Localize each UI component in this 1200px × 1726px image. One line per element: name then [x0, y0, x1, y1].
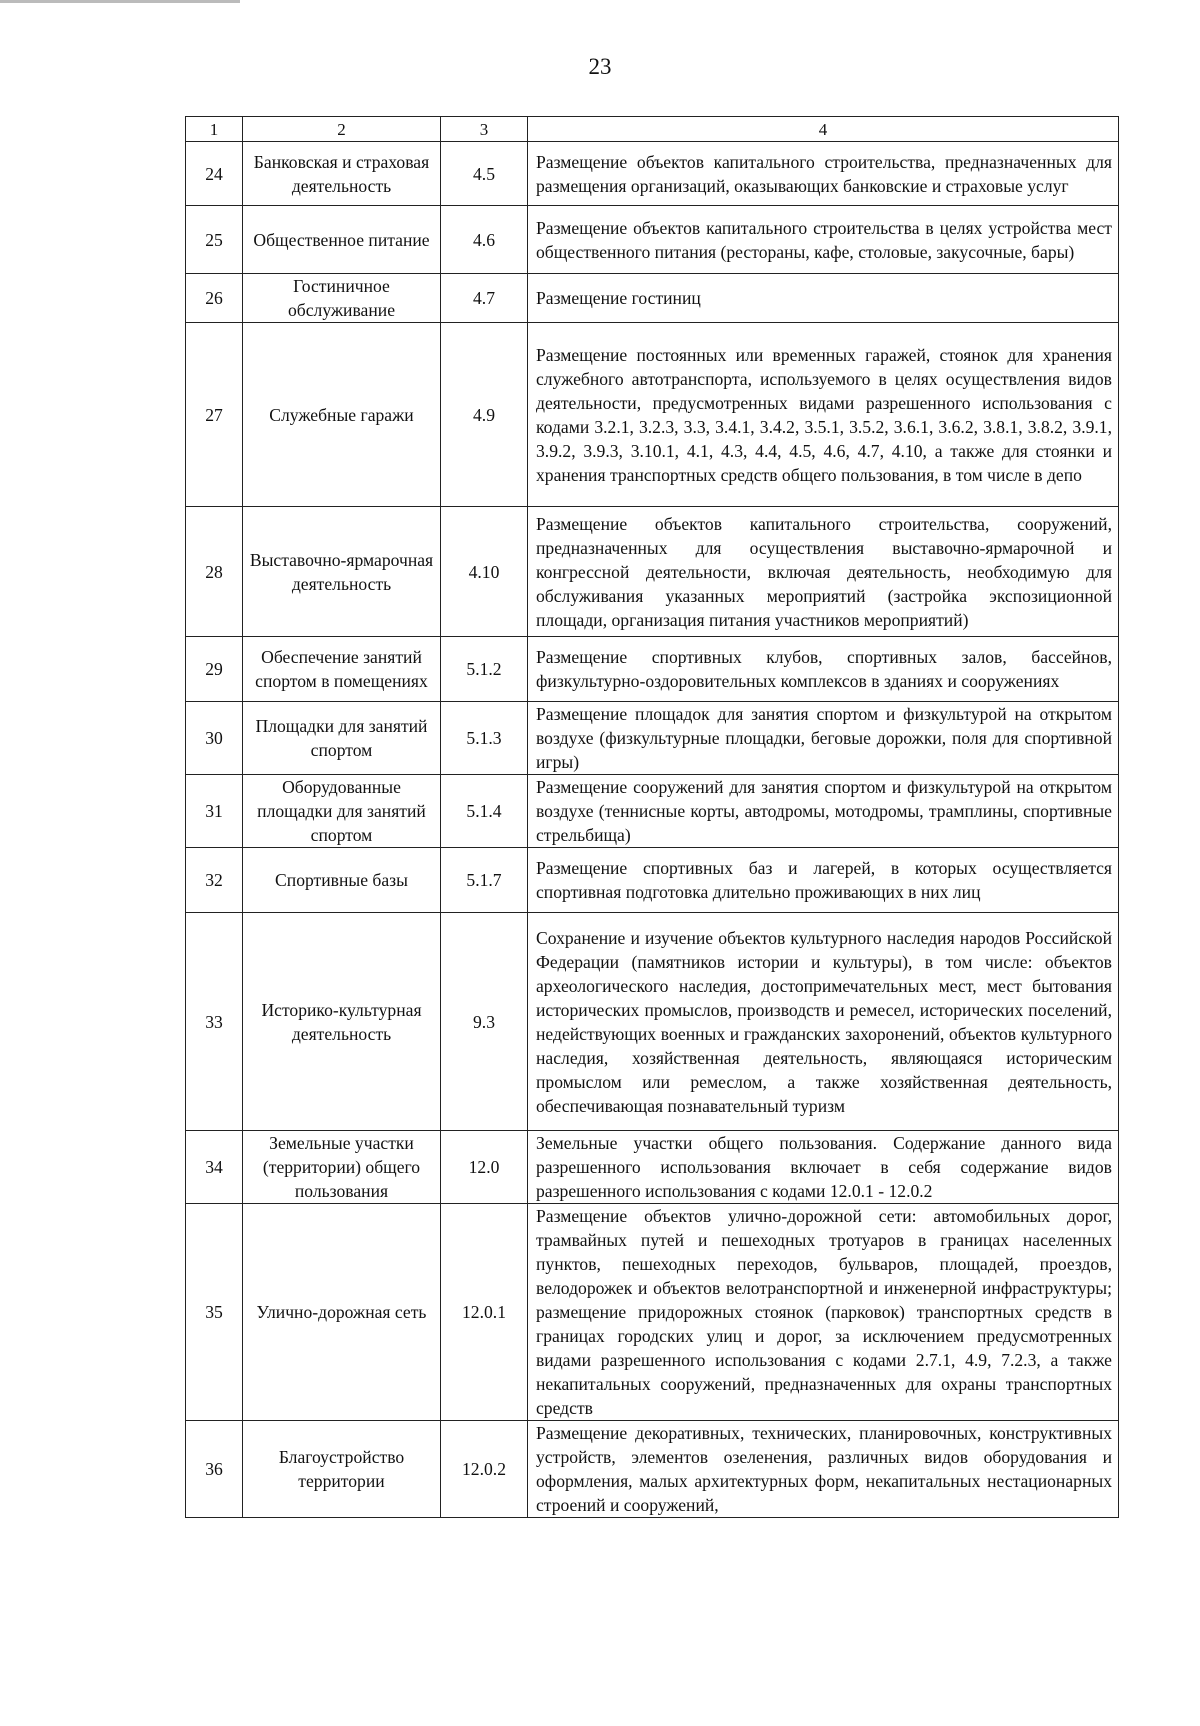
land-use-name: Земельные участки (территории) общего пользования — [243, 1131, 441, 1204]
land-use-name: Улично-дорожная сеть — [243, 1204, 441, 1421]
row-number: 32 — [186, 848, 243, 913]
land-use-description: Размещение декоративных, технических, планировочных, конструктивных устройств, элементов озеленения, различных видов оборудования и оформления, малых архитектурных форм, некапитальных нестационарных строений и сооружений, — [528, 1421, 1119, 1518]
table-row — [186, 1204, 1119, 1421]
table-row — [186, 848, 1119, 913]
land-use-description: Размещение объектов улично-дорожной сети: автомобильных дорог, трамвайных путей и пешеходных тротуаров в границах населенных пунктов, пешеходных переходов, бульваров, площадей, проездов, велодорожек и объектов велотранспортной и инженерной инфраструктуры; размещение придорожных стоянок (парковок) транспортных средств в границах городских улиц и дорог, за исключением предусмотренных видами разрешенного использования с кодами 2.7.1, 4.9, 7.2.3, а также некапитальных сооружений, предназначенных для охраны транспортных средств — [528, 1204, 1119, 1421]
row-number: 28 — [186, 507, 243, 637]
row-number: 27 — [186, 323, 243, 507]
land-use-code: 4.9 — [441, 323, 528, 507]
land-use-name: Банковская и страховая деятельность — [243, 142, 441, 206]
land-use-description: Размещение гостиниц — [528, 274, 1119, 323]
land-use-description: Размещение постоянных или временных гаражей, стоянок для хранения служебного автотранспорта, используемого в целях осуществления видов деятельности, предусмотренных видами разрешенного использования с кодами 3.2.1, 3.2.3, 3.3, 3.4.1, 3.4.2, 3.5.1, 3.5.2, 3.6.1, 3.6.2, 3.8.1, 3.8.2, 3.9.1, 3.9.2, 3.9.3, 3.10.1, 4.1, 4.3, 4.4, 4.5, 4.6, 4.7, 4.10, а также для стоянки и хранения транспортных средств общего пользования, в том числе в депо — [528, 323, 1119, 507]
land-use-description: Земельные участки общего пользования. Содержание данного вида разрешенного использования включает в себя содержание видов разрешенного использования с кодами 12.0.1 - 12.0.2 — [528, 1131, 1119, 1204]
header-col-2: 2 — [243, 117, 441, 142]
land-use-name: Спортивные базы — [243, 848, 441, 913]
table-row — [186, 775, 1119, 848]
land-use-code: 12.0.2 — [441, 1421, 528, 1518]
land-use-code: 4.5 — [441, 142, 528, 206]
table-row — [186, 1421, 1119, 1518]
land-use-name: Выставочно-ярмарочная деятельность — [243, 507, 441, 637]
table-row — [186, 323, 1119, 507]
land-use-code: 12.0.1 — [441, 1204, 528, 1421]
row-number: 35 — [186, 1204, 243, 1421]
land-use-name: Историко-культурная деятельность — [243, 913, 441, 1131]
land-use-description: Размещение объектов капитального строительства, предназначенных для размещения организаций, оказывающих банковские и страховые услуг — [528, 142, 1119, 206]
land-use-description: Размещение спортивных баз и лагерей, в которых осуществляется спортивная подготовка длительно проживающих в них лиц — [528, 848, 1119, 913]
land-use-description: Размещение спортивных клубов, спортивных залов, бассейнов, физкультурно-оздоровительных комплексов в зданиях и сооружениях — [528, 637, 1119, 702]
header-col-3: 3 — [441, 117, 528, 142]
scan-edge-line — [0, 0, 240, 3]
table-row — [186, 274, 1119, 323]
land-use-name: Площадки для занятий спортом — [243, 702, 441, 775]
row-number: 33 — [186, 913, 243, 1131]
header-col-4: 4 — [528, 117, 1119, 142]
header-col-1: 1 — [186, 117, 243, 142]
table-row — [186, 637, 1119, 702]
row-number: 30 — [186, 702, 243, 775]
row-number: 34 — [186, 1131, 243, 1204]
land-use-description: Сохранение и изучение объектов культурного наследия народов Российской Федерации (памятников истории и культуры), в том числе: объектов археологического наследия, достопримечательных мест, мест бытования исторических промыслов, производств и ремесел, исторических поселений, недействующих военных и гражданских захоронений, объектов культурного наследия, хозяйственная деятельность, являющаяся историческим промыслом или ремеслом, а также хозяйственная деятельность, обеспечивающая познавательный туризм — [528, 913, 1119, 1131]
land-use-table — [185, 116, 1119, 1518]
land-use-name: Общественное питание — [243, 206, 441, 274]
land-use-description: Размещение сооружений для занятия спортом и физкультурой на открытом воздухе (теннисные корты, автодромы, мотодромы, трамплины, спортивные стрельбища) — [528, 775, 1119, 848]
land-use-description: Размещение объектов капитального строительства, сооружений, предназначенных для осуществления выставочно-ярмарочной и конгрессной деятельности, включая деятельность, необходимую для обслуживания указанных мероприятий (застройка экспозиционной площади, организация питания участников мероприятий) — [528, 507, 1119, 637]
land-use-name: Благоустройство территории — [243, 1421, 441, 1518]
table-header-row — [186, 117, 1119, 142]
land-use-code: 5.1.4 — [441, 775, 528, 848]
table-row — [186, 206, 1119, 274]
table-row — [186, 702, 1119, 775]
land-use-code: 4.7 — [441, 274, 528, 323]
land-use-code: 9.3 — [441, 913, 528, 1131]
land-use-code: 4.10 — [441, 507, 528, 637]
land-use-name: Служебные гаражи — [243, 323, 441, 507]
row-number: 31 — [186, 775, 243, 848]
table-row — [186, 142, 1119, 206]
land-use-description: Размещение объектов капитального строительства в целях устройства мест общественного питания (рестораны, кафе, столовые, закусочные, бары) — [528, 206, 1119, 274]
row-number: 25 — [186, 206, 243, 274]
page-number: 23 — [588, 54, 612, 79]
land-use-name: Обеспечение занятий спортом в помещениях — [243, 637, 441, 702]
land-use-name: Гостиничное обслуживание — [243, 274, 441, 323]
land-use-code: 5.1.7 — [441, 848, 528, 913]
table-row — [186, 507, 1119, 637]
row-number: 24 — [186, 142, 243, 206]
land-use-code: 5.1.3 — [441, 702, 528, 775]
row-number: 36 — [186, 1421, 243, 1518]
land-use-code: 4.6 — [441, 206, 528, 274]
land-use-code: 12.0 — [441, 1131, 528, 1204]
land-use-name: Оборудованные площадки для занятий спортом — [243, 775, 441, 848]
land-use-description: Размещение площадок для занятия спортом и физкультурой на открытом воздухе (физкультурные площадки, беговые дорожки, поля для спортивной игры) — [528, 702, 1119, 775]
table-row — [186, 1131, 1119, 1204]
row-number: 26 — [186, 274, 243, 323]
row-number: 29 — [186, 637, 243, 702]
land-use-code: 5.1.2 — [441, 637, 528, 702]
table-row — [186, 913, 1119, 1131]
